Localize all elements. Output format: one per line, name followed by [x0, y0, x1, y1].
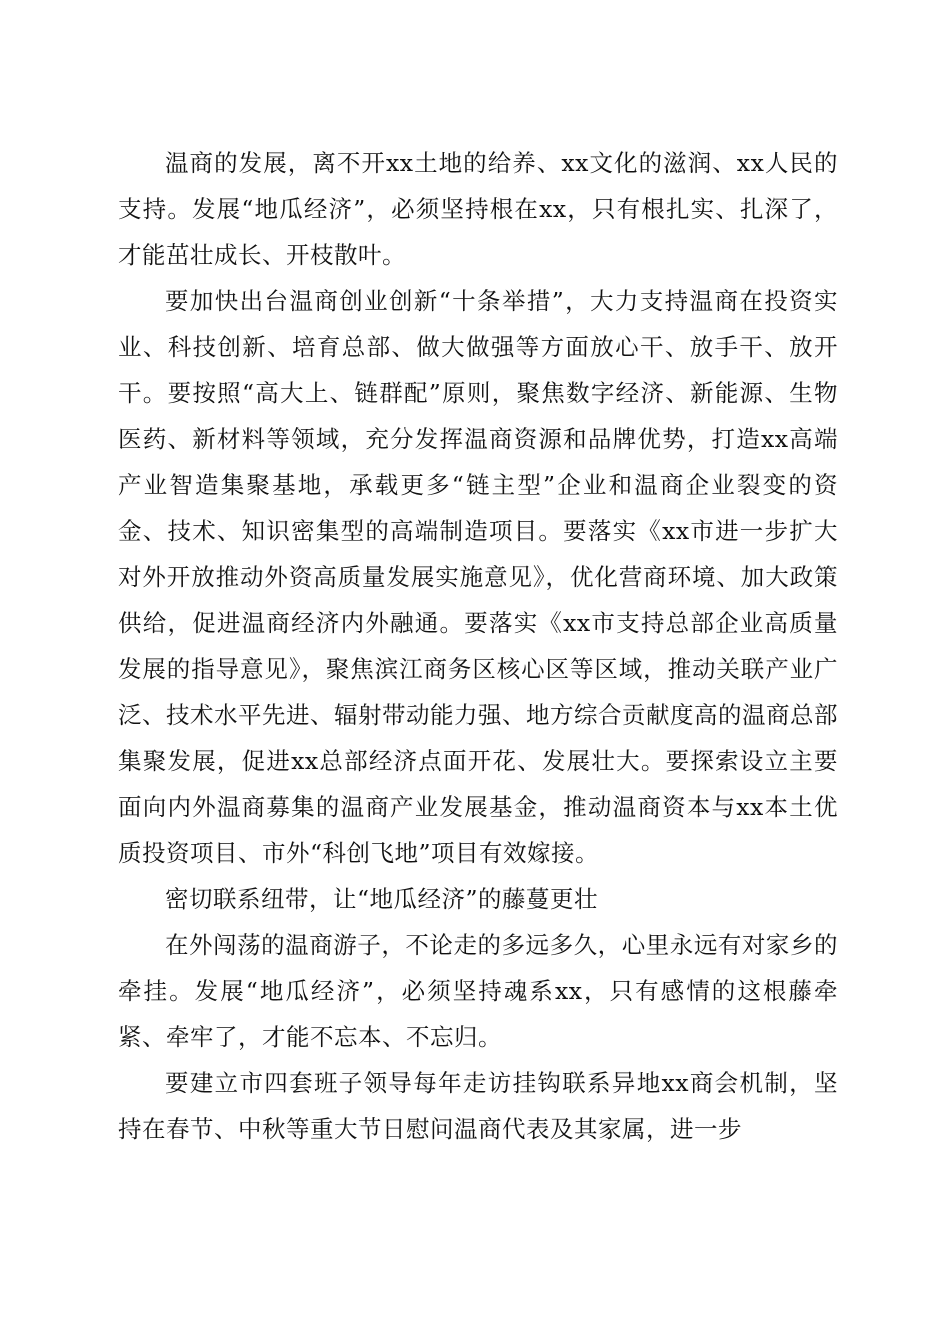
paragraph-1: 温商的发展，离不开xx土地的给养、xx文化的滋润、xx人民的支持。发展“地瓜经济”，必须坚持根在xx，只有根扎实、扎深了，才能茁壮成长、开枝散叶。: [118, 149, 838, 269]
paragraph-3: 在外闯荡的温商游子，不论走的多远多久，心里永远有对家乡的牵挂。发展“地瓜经济”，必须坚持魂系xx，只有感情的这根藤牵紧、牵牢了，才能不忘本、不忘归。: [118, 931, 838, 1051]
paragraph-4: 要建立市四套班子领导每年走访挂钩联系异地xx商会机制，坚持在春节、中秋等重大节日慰问温商代表及其家属，进一步: [118, 1069, 838, 1143]
document-body: [118, 140, 838, 1152]
section-heading: 密切联系纽带，让“地瓜经济”的藤蔓更壮: [165, 885, 599, 913]
paragraph-2: 要加快出台温商创业创新“十条举措”，大力支持温商在投资实业、科技创新、培育总部、做大做强等方面放心干、放手干、放开干。要按照“高大上、链群配”原则，聚焦数字经济、新能源、生物医药、新材料等领域，充分发挥温商资源和品牌优势，打造xx高端产业智造集聚基地，承载更多“链主型”企业和温商企业裂变的资金、技术、知识密集型的高端制造项目。要落实《xx市进一步扩大对外开放推动外资高质量发展实施意见》，优化营商环境、加大政策供给，促进温商经济内外融通。要落实《xx市支持总部企业高质量发展的指导意见》，聚焦滨江商务区核心区等区域，推动关联产业广泛、技术水平先进、辐射带动能力强、地方综合贡献度高的温商总部集聚发展，促进xx总部经济点面开花、发展壮大。要探索设立主要面向内外温商募集的温商产业发展基金，推动温商资本与xx本土优质投资项目、市外“科创飞地”项目有效嫁接。: [118, 287, 838, 867]
